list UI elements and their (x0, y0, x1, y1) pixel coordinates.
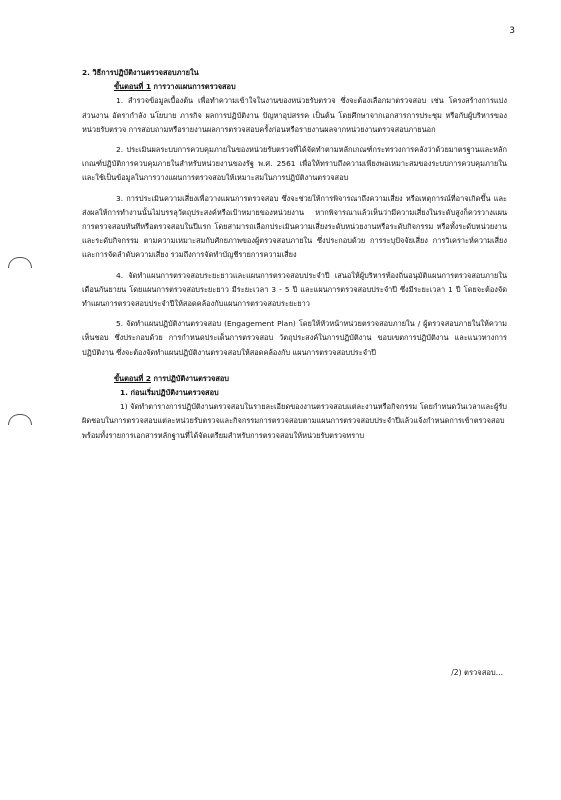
binder-hole-mark (8, 414, 32, 425)
step2-heading (114, 372, 507, 386)
continuation-footer: /2) ตรวจสอบ... (451, 668, 503, 677)
step2-title: การปฏิบัติงานตรวจสอบ (150, 373, 229, 383)
step1-paragraph-2: 2. ประเมินผลระบบการควบคุมภายในของหน่วยรับตรวจที่ได้จัดทำตามหลักเกณฑ์กระทรวงการคลังว่าด้วยมาตรฐานและหลักเกณฑ์ปฏิบัติการควบคุมภายในสำหรับหน่วยงานของรัฐ พ.ศ. 2561 เพื่อให้ทราบถึงความเพียงพอเหมาะสมของระบบการควบคุมภายใน และใช้เป็นข้อมูลในการวางแผนการตรวจสอบให้เหมาะสมในการปฏิบัติงานตรวจสอบ (82, 145, 507, 183)
step1-label: ขั้นตอนที่ 1 (114, 82, 151, 92)
page-number: 3 (509, 26, 515, 36)
document-body (82, 66, 507, 443)
step2-paragraph-1: 1) จัดทำตารางการปฏิบัติงานตรวจสอบในรายละเอียดของงานตรวจสอบแต่ละงานหรือกิจกรรม โดยกำหนดวันเวลาและผู้รับผิดชอบในการตรวจสอบแต่ละหน่วยรับตรวจและกิจกรรมการตรวจสอบตามแผนการตรวจสอบประจำปีแล้วแจ้งกำหนดการเข้าตรวจสอบพร้อมทั้งรายการเอกสารหลักฐานที่ได้จัดเตรียมสำหรับการตรวจสอบให้หน่วยรับตรวจทราบ (82, 402, 507, 440)
step1-paragraph-4: 4. จัดทำแผนการตรวจสอบระยะยาวและแผนการตรวจสอบประจำปี เสนอให้ผู้บริหารท้องถิ่นอนุมัติแผนการตรวจสอบภายในเดือนกันยายน โดยแผนการตรวจสอบระยะยาว มีระยะเวลา 3 - 5 ปี และแผนการตรวจสอบประจำปี ซึ่งมีระยะเวลา 1 ปี โดยจะต้องจัดทำแผนการตรวจสอบประจำปีให้สอดคล้องกับแผนการตรวจสอบระยะยาว (82, 270, 507, 309)
step2-label: ขั้นตอนที่ 2 (114, 373, 151, 383)
step1-paragraph-5: 5. จัดทำแผนปฏิบัติงานตรวจสอบ (Engagement Plan) โดยให้หัวหน้าหน่วยตรวจสอบภายใน / ผู้ตรวจสอบภายในให้ความเห็นชอบ ซึ่งประกอบด้วย การกำหนดประเด็นการตรวจสอบ วัตถุประสงค์ในการปฏิบัติงาน ขอบเขตการปฏิบัติงาน และแนวทางการปฏิบัติงาน ซึ่งจะต้องจัดทำแผนปฏิบัติงานตรวจสอบให้สอดคล้องกับ แผนการตรวจสอบประจำปี (82, 319, 507, 357)
step2-subheading: 1. ก่อนเริ่มปฏิบัติงานตรวจสอบ (120, 388, 219, 398)
step1-paragraph-3: 3. การประเมินความเสี่ยงเพื่อวางแผนการตรวจสอบ ซึ่งจะช่วยให้การพิจารณาถึงความเสี่ยง หรือเหตุการณ์ที่อาจเกิดขึ้น และส่งผลให้การทำงานนั้นไม่บรรลุวัตถุประสงค์หรือเป้าหมายของหน่วยงาน หากพิจารณาแล้วเห็นว่ามีความเสี่ยงในระดับสูงก็ควรวางแผนการตรวจสอบทันทีหรือตรวจสอบในปีแรก โดยสามารถเลือกประเมินความเสี่ยงระดับหน่วยงานหรือระดับกิจกรรม หรือทั้งระดับหน่วยงานและระดับกิจกรรม ตามความเหมาะสมกับศักยภาพของผู้ตรวจสอบภายใน ซึ่งประกอบด้วย การระบุปัจจัยเสี่ยง การวิเคราะห์ความเสี่ยง และการจัดลำดับความเสี่ยง รวมถึงการจัดทำบัญชีรายการความเสี่ยง (82, 193, 507, 260)
step1-paragraph-1: 1. สำรวจข้อมูลเบื้องต้น เพื่อทำความเข้าใจในงานของหน่วยรับตรวจ ซึ่งจะต้องเลือกมาตรวจสอบ เช่น โครงสร้างการแบ่งส่วนงาน อัตรากำลัง นโยบาย ภารกิจ ผลการปฏิบัติงาน ปัญหาอุปสรรค เป็นต้น โดยศึกษาจากเอกสารการประชุม หรือกับผู้บริหารของหน่วยรับตรวจ การสอบถามหรือรายงานผลการตรวจสอบครั้งก่อนหรือรายงานผลจากหน่วยงานตรวจสอบภายนอก (82, 96, 507, 134)
step1-title: การวางแผนการตรวจสอบ (150, 82, 236, 92)
binder-hole-mark (8, 257, 32, 268)
section-title: 2. วิธีการปฏิบัติงานตรวจสอบภายใน (82, 68, 199, 77)
step1-heading (114, 80, 507, 94)
